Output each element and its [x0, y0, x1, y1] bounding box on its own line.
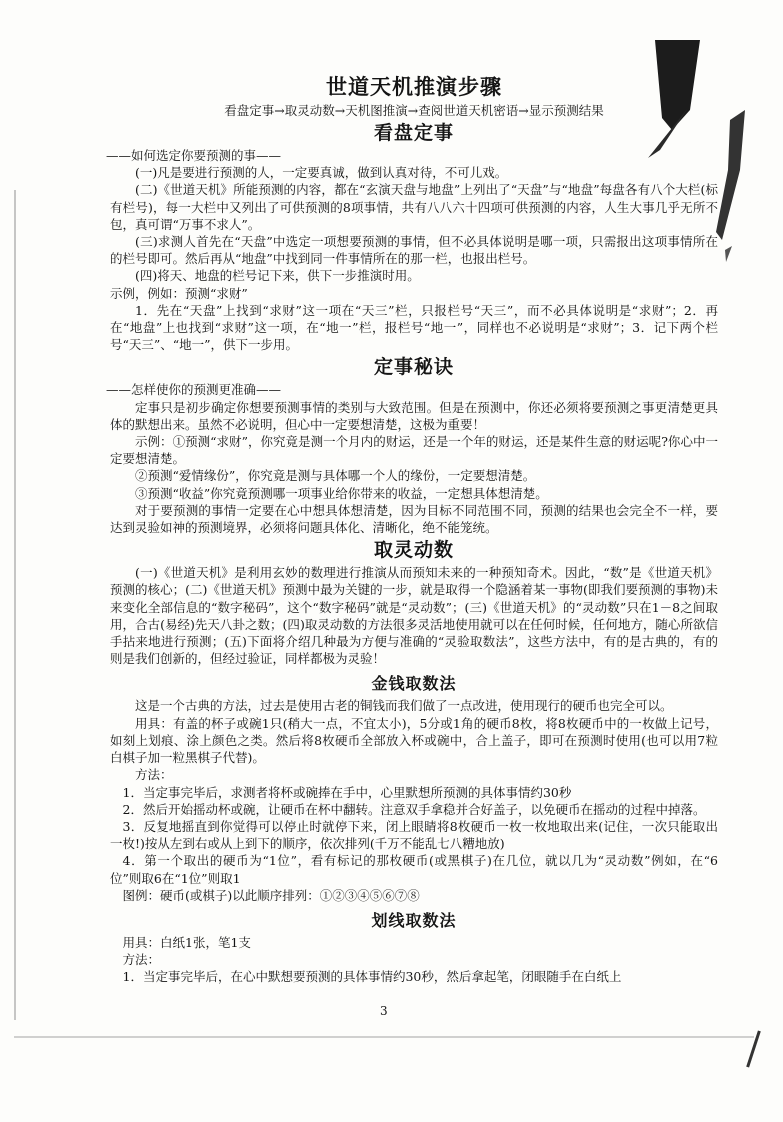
- scan-edge-bottom: [14, 1036, 754, 1038]
- method-step: 3．反复地摇直到你觉得可以停止时就停下来，闭上眼睛将8枚硬币一枚一枚地取出来(记住，一次只能取出一枚!)按从左到右或从上到下的顺序，依次排列(千万不能乱七八糟地放): [110, 818, 718, 852]
- paragraph: 示例：①预测“求财”，你究竟是测一个月内的财运，还是一个年的财运，还是某件生意的财运呢?你心中一定要想清楚。: [110, 434, 718, 467]
- paragraph: (三)求测人首先在“天盘”中选定一项想要预测的事情，但不必具体说明是哪一项，只需报出这项事情所在的栏号即可。然后再从“地盘”中找到同一件事情所在的那一栏，也报出栏号。: [110, 234, 718, 267]
- paragraph: ③预测“收益”你究竟预测哪一项事业给你带来的收益，一定想具体想清楚。: [135, 485, 548, 501]
- section-heading-quling: 取灵动数: [373, 539, 454, 562]
- diagram-legend: 图例：硬币(或棋子)以此顺序排列：①②③④⑤⑥⑦⑧: [122, 887, 420, 903]
- paragraph: (二)《世道天机》所能预测的内容，都在“玄演天盘与地盘”上列出了“天盘”与“地盘”每盘各有八个大栏(标有栏号)，每一大栏中又列出了可供预测的8项事情，共有八八六十四项可供预测的内容，人生大事几乎无所不包，真可谓“万事不求人”。: [110, 182, 718, 232]
- method-step: 1．当定事完毕后，求测者将杯或碗捧在手中，心里默想所预测的具体事情约30秒: [122, 784, 572, 800]
- paragraph: (一)凡是要进行预测的人，一定要真诚，做到认真对待，不可儿戏。: [135, 165, 508, 181]
- page-title: 世道天机推演步骤: [326, 74, 502, 99]
- section-heading-jinqian: 金钱取数法: [371, 674, 457, 694]
- paragraph: 定事只是初步确定你想要预测事情的类别与大致范围。但是在预测中，你还必须将要预测之事更清楚更具体的默想出来。虽然不必说明，但心中一定要想清楚，这极为重要！: [110, 399, 718, 432]
- tools-paragraph: 用具：白纸1张，笔1支: [122, 934, 251, 950]
- method-label: 方法：: [135, 767, 173, 783]
- paragraph: ②预测“爱情缘份”，你究竟是测与具体哪一个人的缘份，一定要想清楚。: [135, 468, 536, 484]
- paragraph: 对于要预测的事情一定要在心中想具体想清楚，因为目标不同范围不同，预测的结果也会完全不一样，要达到灵验如神的预测境界，必须将问题具体化、清晰化，绝不能笼统。: [110, 502, 718, 536]
- example-paragraph: 1．先在“天盘”上找到“求财”这一项在“天三”栏，只报栏号“天三”，而不必具体说明是“求财”；2．再在“地盘”上也找到“求财”这一项，在“地一”栏，报栏号“地一”，同样也不必说明是“求财”；3．记下两个栏号“天三”、“地一”，供下一步用。: [110, 302, 718, 353]
- method-step: 4．第一个取出的硬币为“1位”，看有标记的那枚硬币(或黑棋子)在几位，就以几为“灵动数”例如，在“6位”则取6在“1位”则取1: [110, 853, 718, 886]
- section-heading-kanpan: 看盘定事: [373, 122, 454, 144]
- paragraph: (一)《世道天机》是利用玄妙的数理进行推演从而预知未来的一种预知奇术。因此，“数”是《世道天机》预测的核心；(二)《世道天机》预测中最为关键的一步，就是取得一个隐涵着某一事物(即我们要预测的事物)未来变化全部信息的“数字秘码”，这个“数字秘码”就是“灵动数”；(三)《世道天机》的“灵动数”只在1－8之间取用，合古(易经)先天八卦之数；(四)取灵动数的方法很多灵活地使用就可以在任何时候，任何地方，随心所欲信手拈来地进行预测；(五)下面将介绍几种最为方便与准确的“灵验取数法”，这些方法中，有的是古典的，有的则是我们创新的，但经过验证，同样都极为灵验！: [110, 565, 718, 667]
- method-label: 方法：: [122, 952, 161, 968]
- page-number: 3: [380, 1004, 388, 1018]
- section-heading-dingshi: 定事秘诀: [373, 356, 454, 379]
- scan-edge-left: [14, 190, 16, 1020]
- section-lead: ——如何选定你要预测的事——: [106, 148, 282, 163]
- page-content: [106, 74, 718, 986]
- method-step: 1．当定事完毕后，在心中默想要预测的具体事情约30秒，然后拿起笔，闭眼随手在白纸上: [122, 969, 622, 985]
- example-label: 示例，例如：预测“求财”: [110, 285, 248, 301]
- method-step: 2．然后开始摇动杯或碗，让硬币在杯中翻转。注意双手拿稳并合好盖子，以免硬币在摇动的过程中掉落。: [122, 801, 706, 817]
- paragraph: 这是一个古典的方法，过去是使用古老的铜钱而我们做了一点改进，使用现行的硬币也完全可以。: [135, 698, 673, 714]
- section-lead: ——怎样使你的预测更准确——: [106, 382, 282, 398]
- tools-paragraph: 用具：有盖的杯子或碗1只(稍大一点，不宜太小)，5分或1角的硬币8枚，将8枚硬币中的一枚做上记号，如刻上划痕、涂上颜色之类。然后将8枚硬币全部放入杯或碗中，合上盖子，即可在预测时使用(也可以用7粒白棋子加一粒黑棋子代替)。: [110, 715, 718, 766]
- paragraph: (四)将天、地盘的栏号记下来，供下一步推演时用。: [135, 268, 420, 284]
- section-heading-huaxian: 划线取数法: [371, 910, 457, 930]
- steps-flow: 看盘定事→取灵动数→天机图推演→查阅世道天机密语→显示预测结果: [224, 103, 604, 118]
